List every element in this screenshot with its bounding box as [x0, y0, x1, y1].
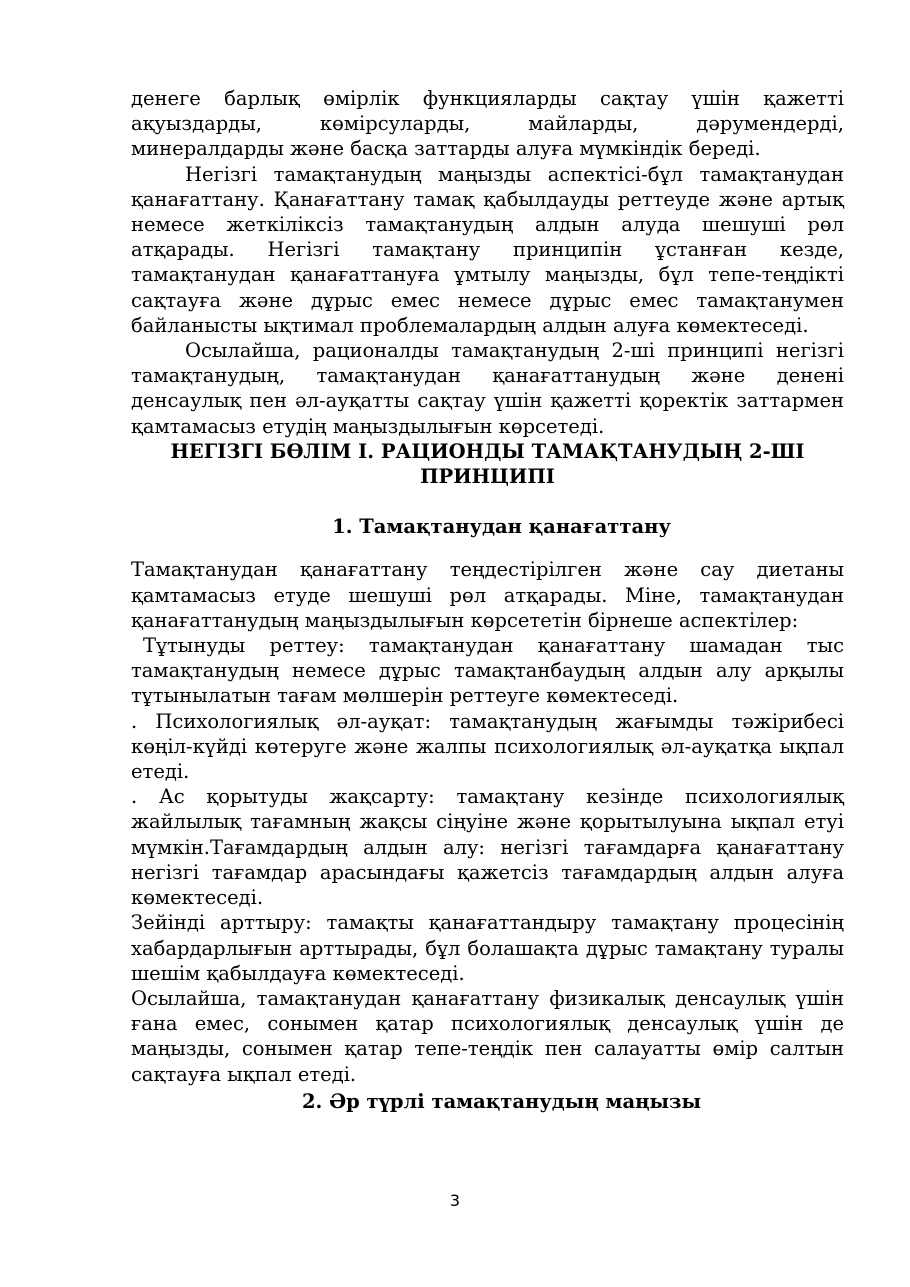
document-page [131, 86, 844, 1114]
paragraph-conclusion-principle: Осылайша, рационалды тамақтанудың 2-ші принципі негізгі тамақтанудың, тамақтанудан қанағаттанудың және денені денсаулық пен әл-ауқатты сақтау үшін қажетті қоректік заттармен қамтамасыз етудің маңыздылығын көрсетеді. [131, 339, 844, 438]
paragraph-continuation: денеге барлық өмірлік функцияларды сақтау үшін қажетті ақуыздарды, көмірсуларды, майларды, дәрумендерді, минералдарды және басқа заттарды алуға мүмкіндік береді. [131, 87, 844, 161]
section-2-title: 2. Әр түрлі тамақтанудың маңызы [301, 1089, 702, 1113]
section-1-title: 1. Тамақтанудан қанағаттану [332, 515, 671, 539]
main-section-heading: НЕГІЗГІ БӨЛІМ І. РАЦИОНДЫ ТАМАҚТАНУДЫҢ 2-ШІ ПРИНЦИПІ [170, 439, 805, 489]
paragraph-section-conclusion: Осылайша, тамақтанудан қанағаттану физикалық денсаулық үшін ғана емес, сонымен қатар психологиялық денсаулық үшін де маңызды, сонымен қатар тепе-теңдік пен салауатты өмір салтын сақтауға ықпал етеді. [131, 986, 844, 1086]
paragraph-satisfaction-aspect: Негізгі тамақтанудың маңызды аспектісі-бұл тамақтанудан қанағаттану. Қанағаттану тамақ қабылдауды реттеуде және артық немесе жеткіліксіз тамақтанудың алдын алуда шешуші рөл атқарады. Негізгі тамақтану принципін ұстанған кезде, тамақтанудан қанағаттануға ұмтылу маңызды, бұл тепе-теңдікті сақтауға және дұрыс емес немесе дұрыс емес тамақтанумен байланысты ықтимал проблемалардың алдын алуға көмектеседі. [131, 162, 844, 337]
paragraph-mindfulness: Зейінді арттыру: тамақты қанағаттандыру тамақтану процесінің хабардарлығын арттырады, бұл болашақта дұрыс тамақтану туралы шешім қабылдауға көмектеседі. [131, 911, 844, 985]
paragraph-digestion-improvement: . Ас қорытуды жақсарту: тамақтану кезінде психологиялық жайлылық тағамның жақсы сіңуіне және қорытылуына ықпал етуі мүмкін.Тағамдардың алдын алу: негізгі тағамдарға қанағаттану негізгі тағамдар арасындағы қажетсіз тағамдардың алдын алуға көмектеседі. [131, 785, 844, 910]
paragraph-intro-aspects: Тамақтанудан қанағаттану теңдестірілген және сау диетаны қамтамасыз етуде шешуші рөл атқарады. Міне, тамақтанудан қанағаттанудың маңыздылығын көрсететін бірнеше аспектілер: [131, 558, 844, 632]
page-number: 3 [449, 1191, 461, 1210]
paragraph-consumption-regulation: Тұтынуды реттеу: тамақтанудан қанағаттану шамадан тыс тамақтанудың немесе дұрыс тамақтанбаудың алдын алу арқылы тұтынылатын тағам мөлшерін реттеуге көмектеседі. [131, 634, 844, 708]
paragraph-psychological-wellbeing: . Психологиялық әл-ауқат: тамақтанудың жағымды тәжірибесі көңіл-күйді көтеруге және жалпы психологиялық әл-ауқатқа ықпал етеді. [131, 709, 844, 784]
